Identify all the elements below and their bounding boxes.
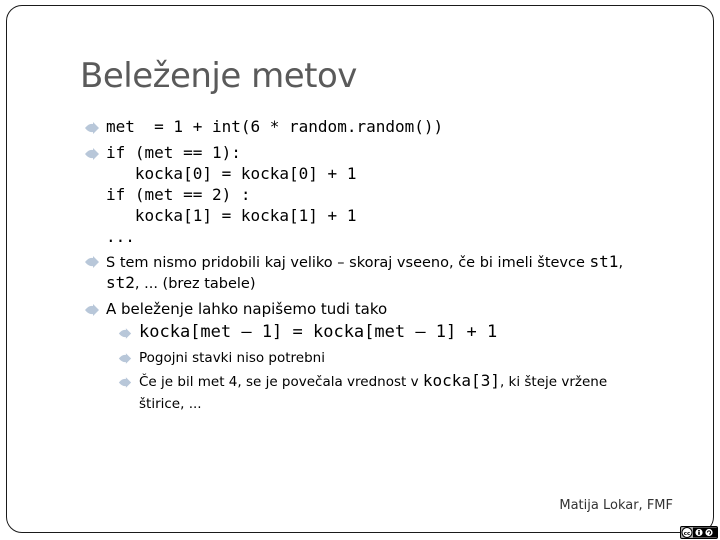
bullet-icon xyxy=(118,328,132,339)
bullet-icon xyxy=(84,304,100,316)
code-line-4: if (met == 2) : xyxy=(106,185,251,204)
code-line-6: ... xyxy=(106,227,135,246)
code-line-2: if (met == 1): xyxy=(106,143,241,162)
sub-bullet-text: Pogojni stavki niso potrebni xyxy=(139,350,325,366)
code-line-5: kocka[1] = kocka[1] + 1 xyxy=(106,206,357,225)
inline-code: kocka[3] xyxy=(422,371,500,390)
creative-commons-badge-icon xyxy=(680,526,718,539)
sub-bullet-text-value-cont: štirice, ... xyxy=(139,396,202,412)
bullet-text-counters xyxy=(106,251,628,274)
bullet-icon xyxy=(84,148,100,160)
bullet-text-part: S tem nismo pridobili kaj veliko – skoraj vseeno, če bi imeli števce xyxy=(106,255,590,271)
bullet-text-part: , xyxy=(618,255,628,271)
svg-text:cc: cc xyxy=(683,530,691,537)
bullet-text-logging: A beleženje lahko napišemo tudi tako xyxy=(106,300,388,318)
inline-code: st2 xyxy=(106,273,135,292)
bullet-text-part: , ki šteje vržene xyxy=(499,374,608,390)
code-line-1: met = 1 + int(6 * random.random()) xyxy=(106,117,444,136)
bullet-icon xyxy=(84,122,100,134)
bullet-icon xyxy=(118,353,132,364)
bullet-text-part: , ... (brez tabele) xyxy=(134,276,256,292)
inline-code: st1 xyxy=(589,252,619,271)
bullet-icon xyxy=(118,377,132,388)
sub-code-line: kocka[met – 1] = kocka[met – 1] + 1 xyxy=(139,322,498,342)
slide-footer: Matija Lokar, FMF xyxy=(559,498,673,513)
sub-bullet-text-value xyxy=(139,370,607,393)
bullet-icon xyxy=(84,256,100,268)
bullet-text-part: Če je bil met 4, se je povečala vrednost v xyxy=(139,374,423,390)
bullet-text-counters-cont xyxy=(106,272,256,295)
code-line-3: kocka[0] = kocka[0] + 1 xyxy=(106,164,357,183)
slide-title: Beleženje metov xyxy=(80,56,357,96)
